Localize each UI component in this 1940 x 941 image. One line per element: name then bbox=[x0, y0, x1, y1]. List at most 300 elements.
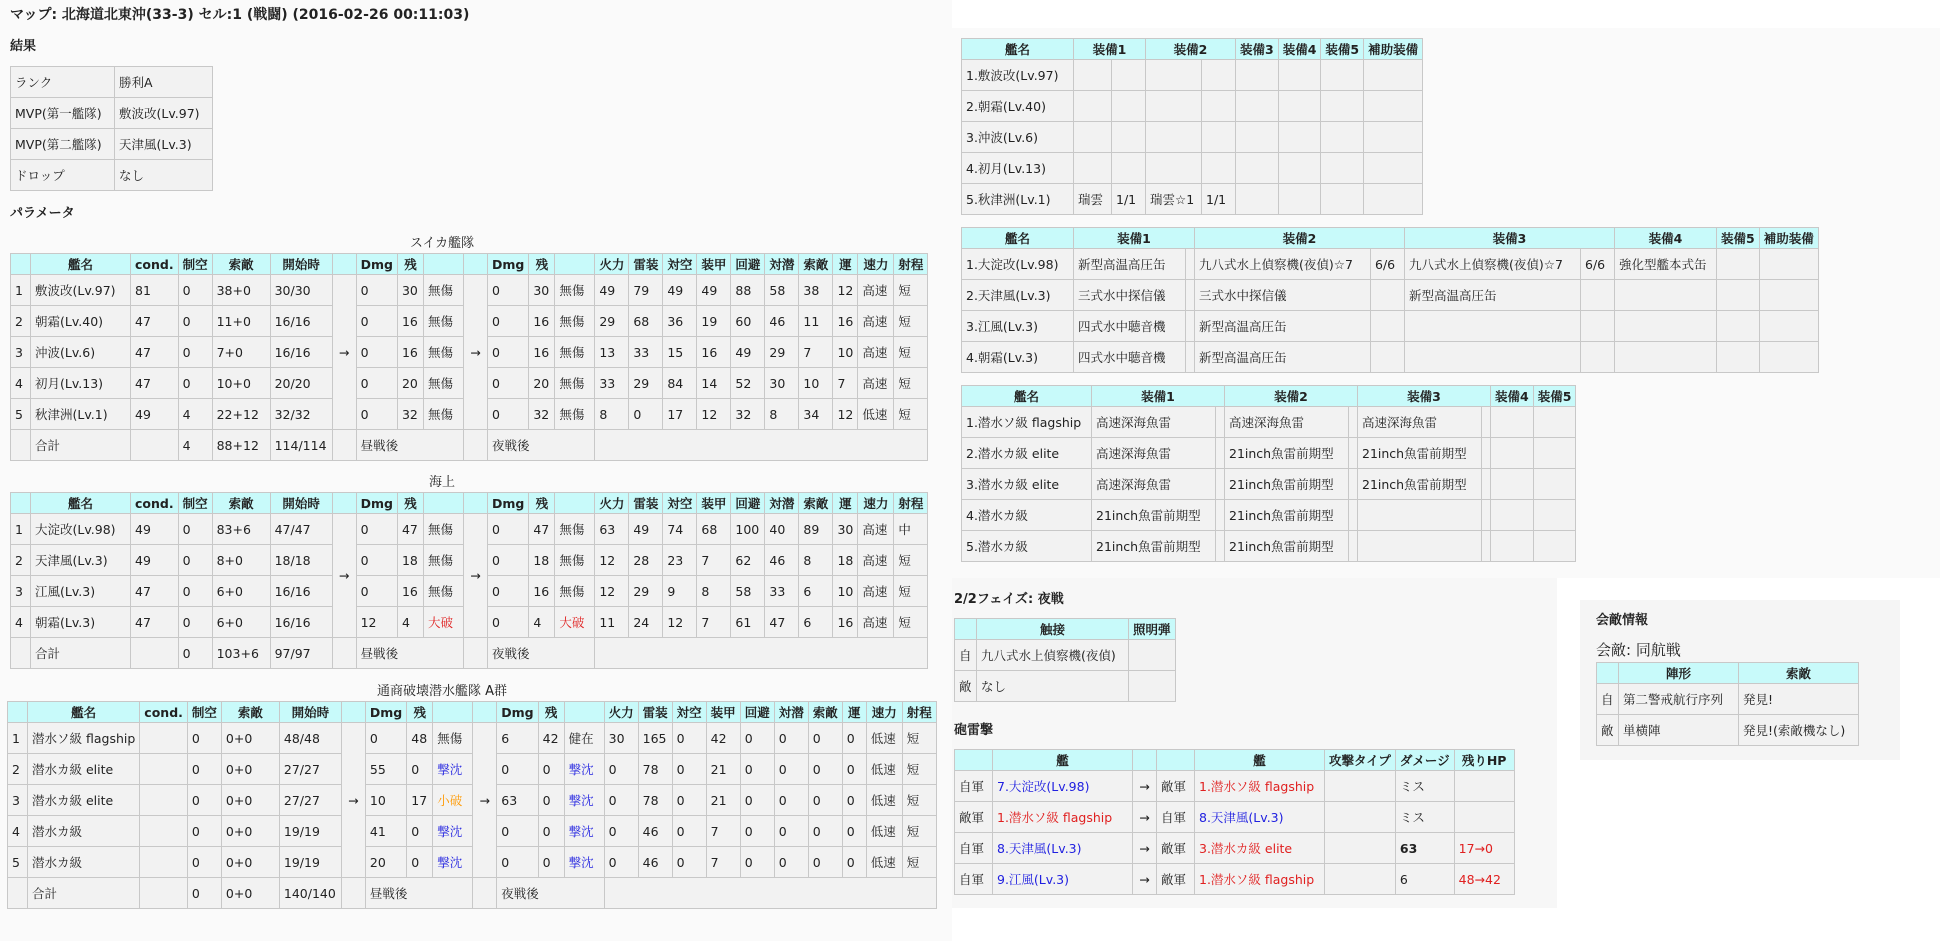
equip-slot bbox=[1533, 438, 1576, 469]
ship-cond bbox=[140, 785, 188, 816]
column-header bbox=[555, 254, 595, 275]
damage: 63 bbox=[1395, 833, 1454, 864]
stat-lk: 0 bbox=[842, 723, 866, 754]
contact-cell: 敵 bbox=[955, 671, 977, 702]
equip-slot bbox=[1615, 280, 1717, 311]
ship-cond: 81 bbox=[131, 275, 179, 306]
day-damage: 0 bbox=[356, 368, 397, 399]
equip-slot: 新型高温高圧缶 bbox=[1074, 249, 1186, 280]
ship-name: 秋津洲(Lv.1) bbox=[31, 399, 131, 430]
ship-los: 0+0 bbox=[221, 723, 279, 754]
equip-slot: 1/1 bbox=[1112, 184, 1146, 215]
contact-table bbox=[954, 618, 1176, 702]
night-phase-heading: 2/2フェイズ: 夜戦 bbox=[954, 592, 1064, 607]
column-header: 装備5 bbox=[1533, 386, 1576, 407]
total-hp: 140/140 bbox=[279, 878, 341, 909]
remaining-hp bbox=[1454, 771, 1514, 802]
stat-fp: 29 bbox=[595, 306, 629, 337]
ship-name: 潜水カ級 bbox=[28, 847, 140, 878]
fleet-ship-row bbox=[8, 754, 937, 785]
equip-slot bbox=[1112, 60, 1146, 91]
column-header: 索敵 bbox=[221, 702, 279, 723]
attacker-ship: 7.大淀改(Lv.98) bbox=[993, 771, 1133, 802]
ship-cond: 47 bbox=[131, 576, 179, 607]
stat-ar: 12 bbox=[697, 399, 731, 430]
ship-cond bbox=[140, 816, 188, 847]
total-los: 103+6 bbox=[212, 638, 270, 669]
night-status: 健在 bbox=[564, 723, 604, 754]
ship-cond bbox=[140, 723, 188, 754]
column-header: Dmg bbox=[497, 702, 538, 723]
equip-slot bbox=[1364, 184, 1423, 215]
result-value: なし bbox=[115, 160, 213, 191]
day-status: 無傷 bbox=[423, 275, 463, 306]
encounter-heading: 会敵情報 bbox=[1596, 613, 1649, 628]
stat-rng: 短 bbox=[894, 306, 928, 337]
arrow-icon: → bbox=[341, 723, 365, 878]
remaining-hp: 17→0 bbox=[1454, 833, 1514, 864]
day-damage: 0 bbox=[356, 337, 397, 368]
total-label: 合計 bbox=[28, 878, 140, 909]
fleet-total-row bbox=[11, 430, 928, 461]
equip-row bbox=[962, 153, 1423, 184]
day-hp: 20 bbox=[397, 368, 423, 399]
after-day-label: 昼戦後 bbox=[365, 878, 472, 909]
column-header bbox=[463, 493, 487, 514]
night-status: 無傷 bbox=[555, 545, 595, 576]
fleet-ship-row bbox=[8, 847, 937, 878]
equip-row bbox=[962, 438, 1576, 469]
arrow-icon: → bbox=[1133, 864, 1157, 895]
stat-asw: 0 bbox=[774, 847, 808, 878]
stat-asw: 30 bbox=[765, 368, 799, 399]
arrow-icon: → bbox=[1133, 833, 1157, 864]
ship-name: 朝霜(Lv.3) bbox=[31, 607, 131, 638]
attacker-ship: 1.潜水ソ級 flagship bbox=[993, 802, 1133, 833]
day-status: 無傷 bbox=[423, 514, 463, 545]
stat-sc: 10 bbox=[799, 368, 833, 399]
ship-start: 32/32 bbox=[270, 399, 332, 430]
ship-los: 8+0 bbox=[212, 545, 270, 576]
equip-slot: 新型高温高圧缶 bbox=[1195, 342, 1371, 373]
equip-row bbox=[962, 500, 1576, 531]
column-header: 射程 bbox=[894, 254, 928, 275]
day-hp: 30 bbox=[397, 275, 423, 306]
equip-slot: 強化型艦本式缶 bbox=[1615, 249, 1717, 280]
ship-no: 2 bbox=[11, 545, 31, 576]
stat-asw: 46 bbox=[765, 306, 799, 337]
column-header: 補助装備 bbox=[1759, 228, 1818, 249]
equip-slot bbox=[1405, 311, 1581, 342]
equip-slot bbox=[1146, 122, 1202, 153]
total-los: 88+12 bbox=[212, 430, 270, 461]
night-hp: 0 bbox=[538, 847, 564, 878]
night-status: 無傷 bbox=[555, 576, 595, 607]
column-header: 艦名 bbox=[31, 254, 131, 275]
fleet-total-row bbox=[8, 878, 937, 909]
result-label: MVP(第二艦隊) bbox=[11, 129, 115, 160]
column-header: 対空 bbox=[663, 254, 697, 275]
equip-slot bbox=[1074, 60, 1112, 91]
column-header: 残 bbox=[397, 254, 423, 275]
column-header: 速力 bbox=[858, 493, 894, 514]
stat-rng: 短 bbox=[902, 723, 936, 754]
equip-slot bbox=[1482, 500, 1491, 531]
result-row bbox=[11, 129, 213, 160]
ship-air: 0 bbox=[178, 337, 212, 368]
stat-tp: 68 bbox=[629, 306, 663, 337]
ship-air: 0 bbox=[187, 754, 221, 785]
column-header: 火力 bbox=[604, 702, 638, 723]
equip-slot bbox=[1112, 91, 1146, 122]
equip-slot bbox=[1202, 60, 1236, 91]
stat-spd: 低速 bbox=[858, 399, 894, 430]
equip-header-row bbox=[962, 228, 1819, 249]
night-damage: 0 bbox=[497, 754, 538, 785]
result-table bbox=[10, 66, 213, 191]
ship-name: 4.潜水カ級 bbox=[962, 500, 1092, 531]
stat-ar: 19 bbox=[697, 306, 731, 337]
night-hp: 20 bbox=[529, 368, 555, 399]
stat-ev: 0 bbox=[740, 754, 774, 785]
ship-los: 38+0 bbox=[212, 275, 270, 306]
ship-air: 0 bbox=[187, 785, 221, 816]
equip-row bbox=[962, 122, 1423, 153]
equip-slot bbox=[1074, 122, 1112, 153]
night-damage: 0 bbox=[487, 306, 528, 337]
ship-los: 0+0 bbox=[221, 785, 279, 816]
column-header: 補助装備 bbox=[1364, 39, 1423, 60]
night-damage: 0 bbox=[487, 607, 528, 638]
night-status: 大破 bbox=[555, 607, 595, 638]
column-header: 索敵 bbox=[1739, 663, 1859, 684]
stat-sc: 0 bbox=[808, 723, 842, 754]
equip-slot: 四式水中聴音機 bbox=[1074, 311, 1186, 342]
column-header: 残 bbox=[538, 702, 564, 723]
stat-spd: 高速 bbox=[858, 337, 894, 368]
night-damage: 6 bbox=[497, 723, 538, 754]
equip-slot: 四式水中聴音機 bbox=[1074, 342, 1186, 373]
night-status: 無傷 bbox=[555, 399, 595, 430]
stat-aa: 36 bbox=[663, 306, 697, 337]
stat-asw: 40 bbox=[765, 514, 799, 545]
fleet-ship-row bbox=[8, 785, 937, 816]
column-header: 運 bbox=[833, 254, 858, 275]
stat-sc: 6 bbox=[799, 576, 833, 607]
stat-ev: 49 bbox=[731, 337, 765, 368]
day-damage: 0 bbox=[356, 306, 397, 337]
night-hp: 32 bbox=[529, 399, 555, 430]
column-header: ダメージ bbox=[1395, 750, 1454, 771]
attack-type bbox=[1325, 833, 1396, 864]
ship-air: 0 bbox=[178, 545, 212, 576]
ship-name: 2.潜水カ級 elite bbox=[962, 438, 1092, 469]
ship-cond: 49 bbox=[131, 514, 179, 545]
equip-slot: 新型高温高圧缶 bbox=[1405, 280, 1581, 311]
result-value: 勝利A bbox=[115, 67, 213, 98]
page-title: マップ: 北海道北東沖(33-3) セル:1 (戦闘) (2016-02-26 00:11:03) bbox=[10, 7, 470, 23]
stat-aa: 74 bbox=[663, 514, 697, 545]
stat-tp: 165 bbox=[638, 723, 672, 754]
night-damage: 0 bbox=[487, 275, 528, 306]
ship-no: 5 bbox=[8, 847, 28, 878]
equip-slot bbox=[1146, 60, 1202, 91]
stat-aa: 0 bbox=[672, 785, 706, 816]
day-hp: 48 bbox=[407, 723, 433, 754]
day-status: 無傷 bbox=[433, 723, 473, 754]
night-hp: 42 bbox=[538, 723, 564, 754]
stat-tp: 29 bbox=[629, 576, 663, 607]
equip-slot: 三式水中探信儀 bbox=[1074, 280, 1186, 311]
stat-aa: 9 bbox=[663, 576, 697, 607]
stat-spd: 高速 bbox=[858, 306, 894, 337]
stat-lk: 18 bbox=[833, 545, 858, 576]
ship-no: 2 bbox=[8, 754, 28, 785]
equip-slot bbox=[1482, 469, 1491, 500]
target-ship: 8.天津風(Lv.3) bbox=[1195, 802, 1325, 833]
column-header: 艦 bbox=[993, 750, 1133, 771]
stat-rng: 短 bbox=[894, 337, 928, 368]
equip-slot bbox=[1533, 407, 1576, 438]
encounter-cell: 単横陣 bbox=[1619, 715, 1739, 746]
column-header: 開始時 bbox=[279, 702, 341, 723]
attacker-ship: 8.天津風(Lv.3) bbox=[993, 833, 1133, 864]
encounter-row bbox=[1597, 684, 1859, 715]
ship-air: 0 bbox=[178, 275, 212, 306]
equip-slot bbox=[1759, 249, 1818, 280]
stat-fp: 11 bbox=[595, 607, 629, 638]
equip-slot bbox=[1278, 60, 1321, 91]
equip-slot bbox=[1216, 469, 1225, 500]
result-value: 敷波改(Lv.97) bbox=[115, 98, 213, 129]
stat-ar: 7 bbox=[697, 607, 731, 638]
equip-slot: 高速深海魚雷 bbox=[1092, 438, 1216, 469]
stat-lk: 7 bbox=[833, 368, 858, 399]
day-hp: 0 bbox=[407, 816, 433, 847]
equip-slot bbox=[1364, 91, 1423, 122]
column-header bbox=[332, 493, 356, 514]
night-damage: 0 bbox=[497, 816, 538, 847]
ship-no: 3 bbox=[11, 337, 31, 368]
stat-asw: 46 bbox=[765, 545, 799, 576]
column-header: 回避 bbox=[731, 254, 765, 275]
equip-slot: 三式水中探信儀 bbox=[1195, 280, 1371, 311]
column-header bbox=[433, 702, 473, 723]
encounter-cell: 第二警戒航行序列 bbox=[1619, 684, 1739, 715]
stat-tp: 49 bbox=[629, 514, 663, 545]
fleet-header-row bbox=[11, 493, 928, 514]
ship-name: 5.潜水カ級 bbox=[962, 531, 1092, 562]
stat-sc: 34 bbox=[799, 399, 833, 430]
day-status: 無傷 bbox=[423, 368, 463, 399]
night-damage: 0 bbox=[487, 337, 528, 368]
column-header: 触接 bbox=[977, 619, 1129, 640]
equip-slot: 21inch魚雷前期型 bbox=[1358, 469, 1482, 500]
after-night-label: 夜戦後 bbox=[487, 638, 594, 669]
stat-spd: 高速 bbox=[858, 607, 894, 638]
ship-no: 4 bbox=[8, 816, 28, 847]
equip-slot bbox=[1278, 91, 1321, 122]
night-hp: 0 bbox=[538, 754, 564, 785]
night-damage: 0 bbox=[487, 545, 528, 576]
contact-row bbox=[955, 671, 1176, 702]
ship-name: 敷波改(Lv.97) bbox=[31, 275, 131, 306]
stat-fp: 12 bbox=[595, 545, 629, 576]
column-header: 火力 bbox=[595, 254, 629, 275]
stat-rng: 短 bbox=[902, 754, 936, 785]
column-header: 装備2 bbox=[1146, 39, 1236, 60]
day-damage: 20 bbox=[365, 847, 406, 878]
column-header: 雷装 bbox=[638, 702, 672, 723]
attack-type bbox=[1325, 864, 1396, 895]
equip-slot bbox=[1146, 91, 1202, 122]
ship-no: 5 bbox=[11, 399, 31, 430]
night-status: 無傷 bbox=[555, 368, 595, 399]
equip-slot bbox=[1371, 280, 1405, 311]
equip-row bbox=[962, 342, 1819, 373]
equip-slot bbox=[1482, 407, 1491, 438]
stat-ev: 58 bbox=[731, 576, 765, 607]
day-status: 撃沈 bbox=[433, 754, 473, 785]
column-header: 射程 bbox=[902, 702, 936, 723]
stat-ev: 60 bbox=[731, 306, 765, 337]
column-header: Dmg bbox=[487, 493, 528, 514]
equip-slot bbox=[1759, 280, 1818, 311]
equip-slot bbox=[1615, 342, 1717, 373]
ship-cond: 47 bbox=[131, 607, 179, 638]
column-header bbox=[423, 493, 463, 514]
ship-los: 0+0 bbox=[221, 847, 279, 878]
column-header bbox=[955, 750, 993, 771]
gunfire-row bbox=[955, 802, 1515, 833]
stat-tp: 46 bbox=[638, 816, 672, 847]
ship-name: 3.江風(Lv.3) bbox=[962, 311, 1074, 342]
night-hp: 16 bbox=[529, 337, 555, 368]
equip-slot bbox=[1759, 311, 1818, 342]
equip-slot: 1/1 bbox=[1202, 184, 1236, 215]
total-hp: 97/97 bbox=[270, 638, 332, 669]
fleet-header-row bbox=[8, 702, 937, 723]
ship-name: 潜水カ級 elite bbox=[28, 785, 140, 816]
day-status: 無傷 bbox=[423, 576, 463, 607]
day-status: 無傷 bbox=[423, 399, 463, 430]
stat-tp: 46 bbox=[638, 847, 672, 878]
column-header: 対空 bbox=[663, 493, 697, 514]
ship-start: 19/19 bbox=[279, 816, 341, 847]
ship-los: 11+0 bbox=[212, 306, 270, 337]
fleet2-table bbox=[10, 492, 928, 669]
ship-start: 20/20 bbox=[270, 368, 332, 399]
day-hp: 32 bbox=[397, 399, 423, 430]
day-damage: 10 bbox=[365, 785, 406, 816]
stat-ev: 62 bbox=[731, 545, 765, 576]
equip-slot bbox=[1202, 122, 1236, 153]
stat-spd: 低速 bbox=[866, 723, 902, 754]
stat-sc: 0 bbox=[808, 785, 842, 816]
attacker-side: 敵軍 bbox=[955, 802, 993, 833]
day-status: 小破 bbox=[433, 785, 473, 816]
ship-cond: 47 bbox=[131, 337, 179, 368]
result-row bbox=[11, 160, 213, 191]
gunfire-row bbox=[955, 771, 1515, 802]
column-header bbox=[11, 493, 31, 514]
equip-slot bbox=[1364, 122, 1423, 153]
stat-lk: 30 bbox=[833, 514, 858, 545]
column-header: 速力 bbox=[858, 254, 894, 275]
ship-air: 0 bbox=[187, 723, 221, 754]
column-header bbox=[955, 619, 977, 640]
stat-asw: 0 bbox=[774, 754, 808, 785]
after-night-label: 夜戦後 bbox=[487, 430, 594, 461]
ship-no: 3 bbox=[11, 576, 31, 607]
ship-air: 4 bbox=[178, 399, 212, 430]
night-hp: 30 bbox=[529, 275, 555, 306]
equip-slot bbox=[1321, 91, 1364, 122]
fleet3-caption: 通商破壊潜水艦隊 A群 bbox=[376, 684, 508, 699]
stat-ev: 88 bbox=[731, 275, 765, 306]
column-header: 運 bbox=[842, 702, 866, 723]
equip-slot bbox=[1236, 60, 1279, 91]
night-status: 撃沈 bbox=[564, 754, 604, 785]
ship-start: 16/16 bbox=[270, 337, 332, 368]
contact-cell: 九八式水上偵察機(夜偵) bbox=[977, 640, 1129, 671]
ship-name: 1.敷波改(Lv.97) bbox=[962, 60, 1074, 91]
equip-slot bbox=[1349, 500, 1358, 531]
column-header: cond. bbox=[131, 254, 179, 275]
stat-sc: 38 bbox=[799, 275, 833, 306]
column-header: 運 bbox=[833, 493, 858, 514]
column-header: 対潜 bbox=[765, 254, 799, 275]
equip-slot bbox=[1236, 184, 1279, 215]
column-header: Dmg bbox=[356, 254, 397, 275]
column-header: Dmg bbox=[365, 702, 406, 723]
stat-aa: 15 bbox=[663, 337, 697, 368]
ship-name: 潜水ソ級 flagship bbox=[28, 723, 140, 754]
equip-slot: 高速深海魚雷 bbox=[1092, 469, 1216, 500]
damage: ミス bbox=[1395, 771, 1454, 802]
equip-slot: 瑞雲 bbox=[1074, 184, 1112, 215]
after-night-label: 夜戦後 bbox=[497, 878, 604, 909]
attacker-side: 自軍 bbox=[955, 864, 993, 895]
equip-slot bbox=[1349, 531, 1358, 562]
arrow-icon: → bbox=[1133, 802, 1157, 833]
equip-slot bbox=[1236, 91, 1279, 122]
equip-slot bbox=[1364, 153, 1423, 184]
ship-los: 22+12 bbox=[212, 399, 270, 430]
stat-rng: 短 bbox=[894, 275, 928, 306]
stat-ev: 32 bbox=[731, 399, 765, 430]
stat-aa: 23 bbox=[663, 545, 697, 576]
result-label: MVP(第一艦隊) bbox=[11, 98, 115, 129]
attack-type bbox=[1325, 802, 1396, 833]
fleet-ship-row bbox=[11, 514, 928, 545]
ship-start: 16/16 bbox=[270, 607, 332, 638]
equip-slot bbox=[1074, 91, 1112, 122]
equip-header-row bbox=[962, 386, 1576, 407]
ship-name: 5.秋津洲(Lv.1) bbox=[962, 184, 1074, 215]
column-header: cond. bbox=[131, 493, 179, 514]
equip-slot bbox=[1717, 280, 1760, 311]
arrow-icon: → bbox=[473, 723, 497, 878]
stat-ar: 16 bbox=[697, 337, 731, 368]
total-label: 合計 bbox=[31, 430, 131, 461]
column-header: 火力 bbox=[595, 493, 629, 514]
encounter-cell: 発見! bbox=[1739, 684, 1859, 715]
ship-name: 4.朝霜(Lv.3) bbox=[962, 342, 1074, 373]
stat-rng: 中 bbox=[894, 514, 928, 545]
stat-fp: 0 bbox=[604, 816, 638, 847]
night-damage: 0 bbox=[487, 368, 528, 399]
